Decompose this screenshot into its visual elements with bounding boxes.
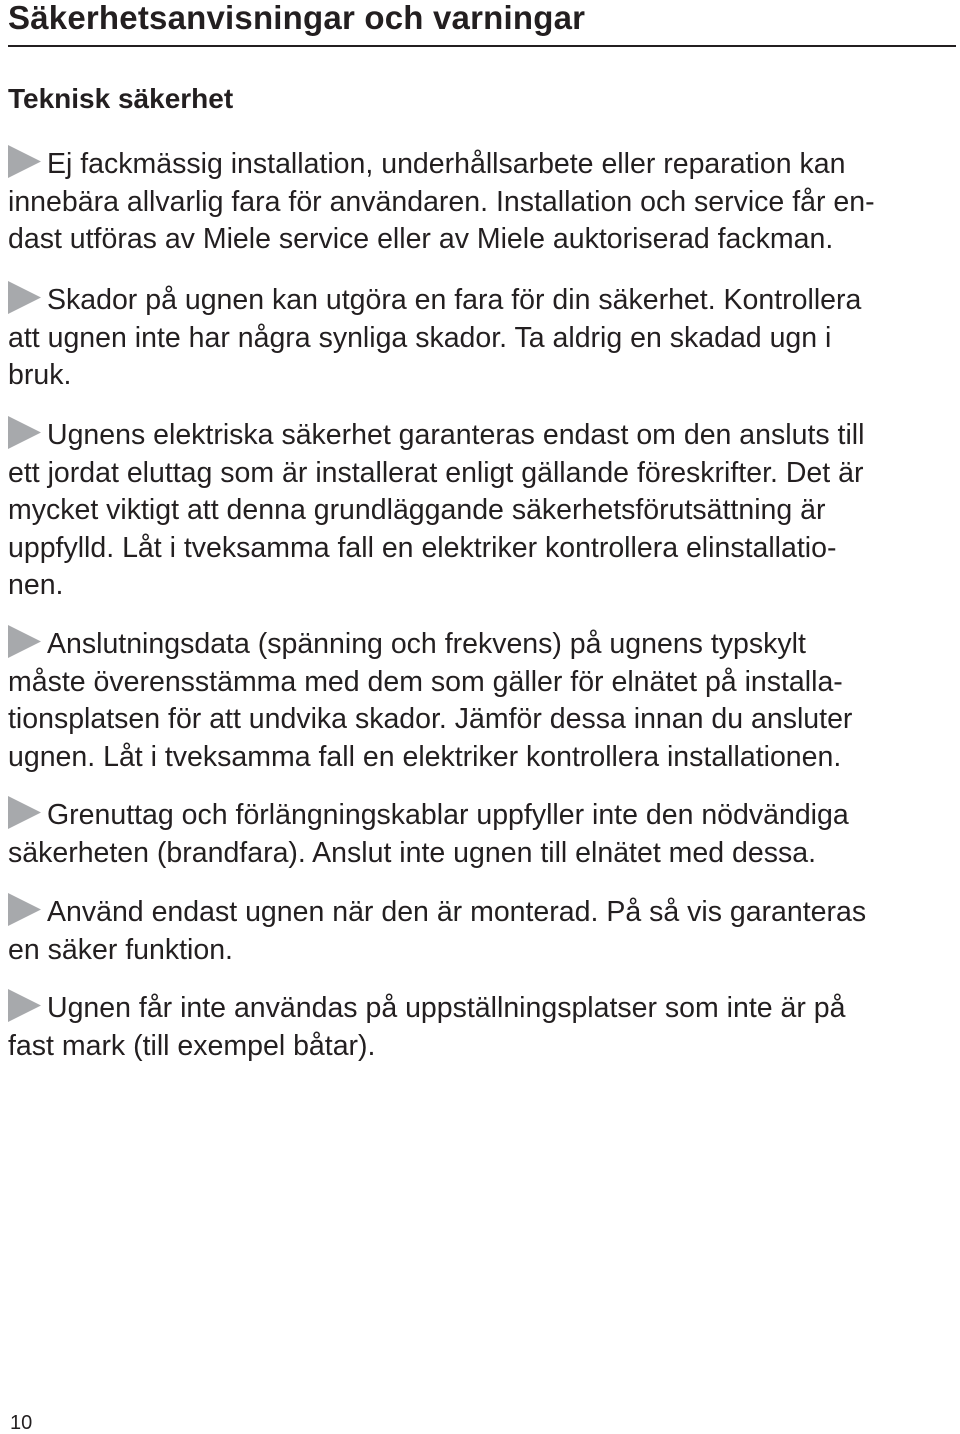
safety-paragraph-mounted [8, 893, 952, 969]
paragraph-line: bruk. [8, 359, 72, 391]
paragraph-line: Ej fackmässig installation, underhållsarbete eller reparation kan [8, 145, 952, 184]
triangle-right-icon [8, 989, 41, 1022]
paragraph-line: fast mark (till exempel båtar). [8, 1029, 376, 1062]
triangle-right-icon [8, 416, 41, 449]
triangle-right-icon [8, 625, 41, 658]
safety-paragraph-fixed-ground [8, 989, 952, 1065]
paragraph-line: Grenuttag och förlängningskablar uppfyller inte den nödvändiga [8, 796, 952, 835]
paragraph-line: ett jordat eluttag som är installerat enligt gällande föreskrifter. Det är [8, 456, 864, 489]
safety-paragraph-extension-cables [8, 796, 952, 872]
paragraph-line: nen. [8, 569, 64, 601]
paragraph-line: en säker funktion. [8, 933, 233, 966]
safety-paragraph-electrical [8, 416, 952, 605]
section-heading: Teknisk säkerhet [8, 83, 234, 114]
paragraph-line: att ugnen inte har några synliga skador. Ta aldrig en skadad ugn i [8, 321, 832, 354]
safety-paragraph-damage [8, 281, 952, 395]
triangle-right-icon [8, 281, 41, 314]
safety-paragraph-connection-data [8, 625, 952, 776]
triangle-right-icon [8, 796, 41, 829]
paragraph-line: tionsplatsen för att undvika skador. Jämför dessa innan du ansluter [8, 703, 853, 735]
triangle-right-icon [8, 893, 41, 926]
paragraph-line: säkerheten (brandfara). Anslut inte ugnen till elnätet med dessa. [8, 836, 816, 869]
paragraph-line: innebära allvarlig fara för användaren. Installation och service får en- [8, 185, 875, 218]
safety-paragraph-installation [8, 145, 952, 259]
paragraph-line: uppfylld. Låt i tveksamma fall en elektriker kontrollera elinstallatio- [8, 531, 837, 564]
paragraph-line: dast utföras av Miele service eller av Miele auktoriserad fackman. [8, 223, 834, 255]
paragraph-line: Ugnen får inte användas på uppställningsplatser som inte är på [8, 989, 952, 1028]
paragraph-line: Anslutningsdata (spänning och frekvens) på ugnens typskylt [8, 625, 952, 664]
paragraph-line: Ugnens elektriska säkerhet garanteras endast om den ansluts till [8, 416, 952, 455]
title-divider [8, 45, 956, 47]
triangle-right-icon [8, 145, 41, 178]
page-number: 10 [10, 1412, 33, 1434]
paragraph-line: Använd endast ugnen när den är monterad. På så vis garanteras [8, 893, 952, 932]
paragraph-line: Skador på ugnen kan utgöra en fara för din säkerhet. Kontrollera [8, 281, 952, 320]
page-title: Säkerhetsanvisningar och varningar [8, 0, 586, 36]
paragraph-line: mycket viktigt att denna grundläggande säkerhetsförutsättning är [8, 494, 826, 526]
paragraph-line: måste överensstämma med dem som gäller för elnätet på installa- [8, 665, 843, 698]
paragraph-line: ugnen. Låt i tveksamma fall en elektriker kontrollera installationen. [8, 740, 842, 773]
